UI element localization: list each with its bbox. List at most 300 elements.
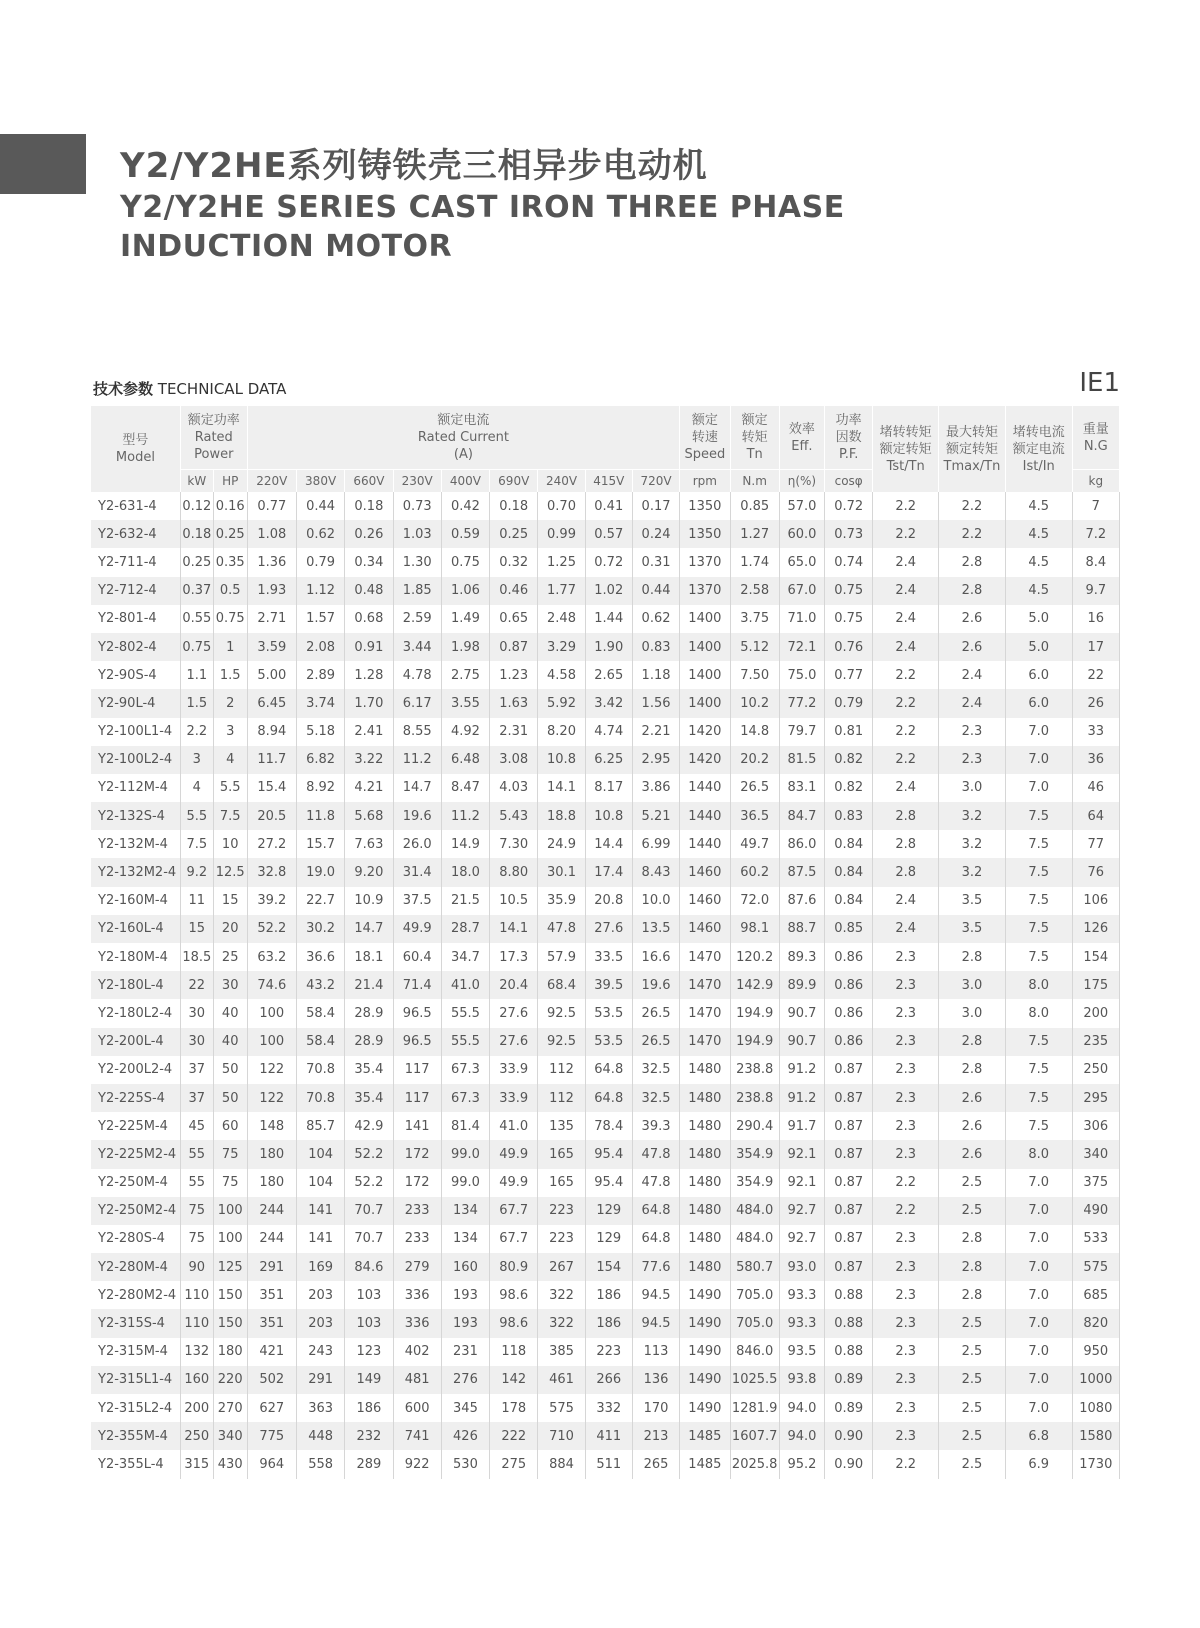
value-cell: 2.4: [873, 577, 939, 605]
value-cell: 96.5: [393, 999, 441, 1027]
value-cell: 0.83: [825, 802, 873, 830]
value-cell: 5.12: [730, 633, 779, 661]
value-cell: 1480: [680, 1140, 730, 1168]
value-cell: 0.62: [296, 520, 344, 548]
value-cell: 340: [213, 1422, 247, 1450]
value-cell: 1.56: [632, 689, 679, 717]
value-cell: 71.4: [393, 971, 441, 999]
value-cell: 0.75: [180, 633, 213, 661]
value-cell: 60.2: [730, 858, 779, 886]
value-cell: 1.5: [213, 661, 247, 689]
value-cell: 22: [1072, 661, 1119, 689]
value-cell: 2.8: [939, 1253, 1006, 1281]
value-cell: 194.9: [730, 1028, 779, 1056]
value-cell: 16.6: [632, 943, 679, 971]
value-cell: 1025.5: [730, 1366, 779, 1394]
value-cell: 110: [180, 1281, 213, 1309]
unit-380v: 380V: [296, 470, 344, 493]
value-cell: 91.2: [779, 1084, 824, 1112]
value-cell: 2.5: [939, 1169, 1006, 1197]
value-cell: 64.8: [632, 1197, 679, 1225]
value-cell: 8.94: [247, 718, 296, 746]
value-cell: 93.5: [779, 1338, 824, 1366]
value-cell: 2.2: [873, 1169, 939, 1197]
value-cell: 84.7: [779, 802, 824, 830]
value-cell: 7.0: [1005, 1197, 1072, 1225]
model-cell: Y2-200L2-4: [91, 1056, 180, 1084]
value-cell: 7.5: [1005, 858, 1072, 886]
section-label-en: TECHNICAL DATA: [157, 380, 287, 398]
table-row: [91, 887, 1120, 915]
table-row: [91, 1366, 1120, 1394]
value-cell: 8.43: [632, 858, 679, 886]
value-cell: 47.8: [632, 1140, 679, 1168]
value-cell: 5.21: [632, 802, 679, 830]
table-row: [91, 548, 1120, 576]
unit-eta: η(%): [779, 470, 824, 493]
unit-hp: HP: [213, 470, 247, 493]
value-cell: 7.0: [1005, 746, 1072, 774]
unit-kg: kg: [1072, 470, 1119, 493]
value-cell: 93.8: [779, 1366, 824, 1394]
value-cell: 2.8: [939, 1225, 1006, 1253]
value-cell: 7.5: [1005, 1028, 1072, 1056]
value-cell: 3.5: [939, 887, 1006, 915]
table-row: [91, 633, 1120, 661]
value-cell: 0.16: [213, 492, 247, 520]
value-cell: 129: [585, 1197, 632, 1225]
value-cell: 2.41: [345, 718, 393, 746]
value-cell: 0.82: [825, 774, 873, 802]
value-cell: 1.77: [538, 577, 585, 605]
value-cell: 7.5: [1005, 915, 1072, 943]
value-cell: 175: [1072, 971, 1119, 999]
value-cell: 77.6: [632, 1253, 679, 1281]
model-cell: Y2-280S-4: [91, 1225, 180, 1253]
value-cell: 0.84: [825, 858, 873, 886]
value-cell: 122: [247, 1084, 296, 1112]
value-cell: 57.0: [779, 492, 824, 520]
table-row: [91, 943, 1120, 971]
value-cell: 65.0: [779, 548, 824, 576]
value-cell: 291: [247, 1253, 296, 1281]
value-cell: 6.48: [441, 746, 489, 774]
value-cell: 7.30: [490, 830, 538, 858]
value-cell: 72.0: [730, 887, 779, 915]
value-cell: 1470: [680, 943, 730, 971]
value-cell: 1370: [680, 577, 730, 605]
value-cell: 180: [247, 1169, 296, 1197]
value-cell: 0.12: [180, 492, 213, 520]
value-cell: 70.7: [345, 1197, 393, 1225]
value-cell: 1.06: [441, 577, 489, 605]
value-cell: 58.4: [296, 1028, 344, 1056]
value-cell: 37.5: [393, 887, 441, 915]
value-cell: 35.4: [345, 1056, 393, 1084]
value-cell: 3: [180, 746, 213, 774]
value-cell: 266: [585, 1366, 632, 1394]
value-cell: 289: [345, 1450, 393, 1478]
value-cell: 93.0: [779, 1253, 824, 1281]
value-cell: 8.0: [1005, 999, 1072, 1027]
value-cell: 55.5: [441, 999, 489, 1027]
value-cell: 0.86: [825, 1028, 873, 1056]
value-cell: 0.81: [825, 718, 873, 746]
value-cell: 0.86: [825, 943, 873, 971]
model-cell: Y2-801-4: [91, 605, 180, 633]
value-cell: 1470: [680, 1028, 730, 1056]
value-cell: 17.4: [585, 858, 632, 886]
value-cell: 92.5: [538, 999, 585, 1027]
value-cell: 134: [441, 1225, 489, 1253]
value-cell: 39.3: [632, 1112, 679, 1140]
value-cell: 2.3: [873, 971, 939, 999]
value-cell: 60.0: [779, 520, 824, 548]
value-cell: 68.4: [538, 971, 585, 999]
value-cell: 2.3: [873, 1338, 939, 1366]
value-cell: 1480: [680, 1197, 730, 1225]
value-cell: 363: [296, 1394, 344, 1422]
value-cell: 243: [296, 1338, 344, 1366]
value-cell: 200: [1072, 999, 1119, 1027]
value-cell: 22: [180, 971, 213, 999]
value-cell: 117: [393, 1056, 441, 1084]
page-title-cn: Y2/Y2HE系列铸铁壳三相异步电动机: [120, 146, 708, 186]
table-row: [91, 520, 1120, 548]
value-cell: 186: [585, 1281, 632, 1309]
value-cell: 2.4: [873, 548, 939, 576]
value-cell: 37: [180, 1084, 213, 1112]
value-cell: 35.4: [345, 1084, 393, 1112]
value-cell: 10.5: [490, 887, 538, 915]
value-cell: 2.5: [939, 1450, 1006, 1478]
value-cell: 106: [1072, 887, 1119, 915]
value-cell: 1.90: [585, 633, 632, 661]
value-cell: 64.8: [585, 1056, 632, 1084]
value-cell: 4.78: [393, 661, 441, 689]
value-cell: 0.26: [345, 520, 393, 548]
value-cell: 1480: [680, 1056, 730, 1084]
value-cell: 43.2: [296, 971, 344, 999]
value-cell: 426: [441, 1422, 489, 1450]
value-cell: 0.89: [825, 1366, 873, 1394]
value-cell: 8.20: [538, 718, 585, 746]
value-cell: 136: [632, 1366, 679, 1394]
value-cell: 0.35: [213, 548, 247, 576]
value-cell: 67.7: [490, 1197, 538, 1225]
value-cell: 490: [1072, 1197, 1119, 1225]
table-row: [91, 1394, 1120, 1422]
value-cell: 41.0: [441, 971, 489, 999]
value-cell: 94.5: [632, 1281, 679, 1309]
value-cell: 122: [247, 1056, 296, 1084]
value-cell: 2.75: [441, 661, 489, 689]
value-cell: 12.5: [213, 858, 247, 886]
value-cell: 2.21: [632, 718, 679, 746]
header-power-factor: 功率 因数 P.F.: [825, 406, 873, 470]
value-cell: 2.4: [873, 774, 939, 802]
value-cell: 2.8: [939, 943, 1006, 971]
value-cell: 0.90: [825, 1422, 873, 1450]
value-cell: 94.5: [632, 1309, 679, 1337]
value-cell: 4.5: [1005, 520, 1072, 548]
value-cell: 710: [538, 1422, 585, 1450]
value-cell: 4.21: [345, 774, 393, 802]
value-cell: 0.25: [180, 548, 213, 576]
value-cell: 78.4: [585, 1112, 632, 1140]
value-cell: 16: [1072, 605, 1119, 633]
value-cell: 2.2: [180, 718, 213, 746]
model-cell: Y2-355M-4: [91, 1422, 180, 1450]
value-cell: 132: [180, 1338, 213, 1366]
value-cell: 375: [1072, 1169, 1119, 1197]
table-row: [91, 577, 1120, 605]
value-cell: 0.48: [345, 577, 393, 605]
value-cell: 1.12: [296, 577, 344, 605]
table-row: [91, 1197, 1120, 1225]
value-cell: 336: [393, 1309, 441, 1337]
page-title-en: [120, 188, 845, 266]
model-cell: Y2-225M-4: [91, 1112, 180, 1140]
value-cell: 0.68: [345, 605, 393, 633]
value-cell: 1420: [680, 718, 730, 746]
value-cell: 75: [213, 1169, 247, 1197]
value-cell: 275: [490, 1450, 538, 1478]
value-cell: 55.5: [441, 1028, 489, 1056]
value-cell: 1420: [680, 746, 730, 774]
value-cell: 2.8: [939, 1028, 1006, 1056]
model-cell: Y2-315S-4: [91, 1309, 180, 1337]
value-cell: 213: [632, 1422, 679, 1450]
value-cell: 1.98: [441, 633, 489, 661]
value-cell: 49.7: [730, 830, 779, 858]
value-cell: 2.3: [873, 1225, 939, 1253]
value-cell: 99.0: [441, 1169, 489, 1197]
value-cell: 8.4: [1072, 548, 1119, 576]
table-row: [91, 1281, 1120, 1309]
value-cell: 203: [296, 1281, 344, 1309]
value-cell: 6.45: [247, 689, 296, 717]
value-cell: 2.8: [939, 548, 1006, 576]
value-cell: 0.79: [296, 548, 344, 576]
value-cell: 53.5: [585, 999, 632, 1027]
value-cell: 231: [441, 1338, 489, 1366]
value-cell: 1460: [680, 858, 730, 886]
value-cell: 141: [393, 1112, 441, 1140]
table-row: [91, 915, 1120, 943]
model-cell: Y2-711-4: [91, 548, 180, 576]
model-cell: Y2-132M-4: [91, 830, 180, 858]
value-cell: 70.8: [296, 1084, 344, 1112]
value-cell: 92.5: [538, 1028, 585, 1056]
value-cell: 26.5: [632, 1028, 679, 1056]
value-cell: 3.59: [247, 633, 296, 661]
value-cell: 0.74: [825, 548, 873, 576]
value-cell: 0.79: [825, 689, 873, 717]
value-cell: 1470: [680, 971, 730, 999]
value-cell: 5.5: [180, 802, 213, 830]
value-cell: 421: [247, 1338, 296, 1366]
value-cell: 58.4: [296, 999, 344, 1027]
value-cell: 7.63: [345, 830, 393, 858]
value-cell: 19.6: [632, 971, 679, 999]
value-cell: 103: [345, 1281, 393, 1309]
value-cell: 72.1: [779, 633, 824, 661]
table-row: [91, 1056, 1120, 1084]
unit-400v: 400V: [441, 470, 489, 493]
value-cell: 88.7: [779, 915, 824, 943]
value-cell: 67.7: [490, 1225, 538, 1253]
value-cell: 36: [1072, 746, 1119, 774]
model-cell: Y2-90L-4: [91, 689, 180, 717]
value-cell: 0.72: [585, 548, 632, 576]
value-cell: 10.8: [538, 746, 585, 774]
value-cell: 64.8: [585, 1084, 632, 1112]
value-cell: 20.2: [730, 746, 779, 774]
value-cell: 45: [180, 1112, 213, 1140]
value-cell: 0.84: [825, 830, 873, 858]
value-cell: 9.2: [180, 858, 213, 886]
value-cell: 222: [490, 1422, 538, 1450]
value-cell: 7: [1072, 492, 1119, 520]
value-cell: 6.99: [632, 830, 679, 858]
value-cell: 3.74: [296, 689, 344, 717]
value-cell: 295: [1072, 1084, 1119, 1112]
value-cell: 178: [490, 1394, 538, 1422]
unit-415v: 415V: [585, 470, 632, 493]
value-cell: 1.57: [296, 605, 344, 633]
value-cell: 49.9: [490, 1169, 538, 1197]
value-cell: 1400: [680, 661, 730, 689]
value-cell: 2.5: [939, 1197, 1006, 1225]
value-cell: 0.75: [825, 605, 873, 633]
value-cell: 19.6: [393, 802, 441, 830]
value-cell: 46: [1072, 774, 1119, 802]
value-cell: 28.9: [345, 999, 393, 1027]
section-label: [93, 378, 286, 399]
table-row: [91, 1028, 1120, 1056]
value-cell: 2.5: [939, 1366, 1006, 1394]
value-cell: 84.6: [345, 1253, 393, 1281]
value-cell: 2.4: [939, 689, 1006, 717]
value-cell: 223: [538, 1197, 585, 1225]
value-cell: 1440: [680, 802, 730, 830]
value-cell: 2.3: [873, 1084, 939, 1112]
header-rated-current: 额定电流 Rated Current (A): [247, 406, 680, 470]
value-cell: 2.3: [873, 1140, 939, 1168]
value-cell: 67.3: [441, 1084, 489, 1112]
value-cell: 52.2: [345, 1140, 393, 1168]
value-cell: 47.8: [632, 1169, 679, 1197]
value-cell: 1460: [680, 915, 730, 943]
value-cell: 4.5: [1005, 577, 1072, 605]
value-cell: 3.08: [490, 746, 538, 774]
header-tmax-tn: 最大转矩 额定转矩 Tmax/Tn: [939, 406, 1006, 492]
table-row: [91, 1140, 1120, 1168]
value-cell: 502: [247, 1366, 296, 1394]
value-cell: 4: [180, 774, 213, 802]
unit-220v: 220V: [247, 470, 296, 493]
model-cell: Y2-100L1-4: [91, 718, 180, 746]
value-cell: 2.8: [873, 830, 939, 858]
value-cell: 4.92: [441, 718, 489, 746]
value-cell: 95.4: [585, 1140, 632, 1168]
value-cell: 10.2: [730, 689, 779, 717]
value-cell: 99.0: [441, 1140, 489, 1168]
value-cell: 0.70: [538, 492, 585, 520]
value-cell: 2.5: [939, 1394, 1006, 1422]
value-cell: 94.0: [779, 1394, 824, 1422]
value-cell: 1.23: [490, 661, 538, 689]
value-cell: 4: [213, 746, 247, 774]
value-cell: 0.5: [213, 577, 247, 605]
value-cell: 8.47: [441, 774, 489, 802]
value-cell: 0.73: [393, 492, 441, 520]
table-row: [91, 1112, 1120, 1140]
value-cell: 6.17: [393, 689, 441, 717]
value-cell: 290.4: [730, 1112, 779, 1140]
value-cell: 36.6: [296, 943, 344, 971]
value-cell: 7.0: [1005, 1309, 1072, 1337]
value-cell: 9.7: [1072, 577, 1119, 605]
value-cell: 77.2: [779, 689, 824, 717]
value-cell: 2.2: [939, 520, 1006, 548]
value-cell: 8.55: [393, 718, 441, 746]
value-cell: 11.2: [441, 802, 489, 830]
value-cell: 238.8: [730, 1056, 779, 1084]
value-cell: 4.03: [490, 774, 538, 802]
value-cell: 80.9: [490, 1253, 538, 1281]
value-cell: 165: [538, 1140, 585, 1168]
value-cell: 112: [538, 1056, 585, 1084]
title-en-line1: Y2/Y2HE SERIES CAST IRON THREE PHASE: [120, 190, 845, 225]
value-cell: 884: [538, 1450, 585, 1478]
value-cell: 170: [632, 1394, 679, 1422]
table-row: [91, 492, 1120, 520]
table-row: [91, 1450, 1120, 1478]
value-cell: 90: [180, 1253, 213, 1281]
value-cell: 7.2: [1072, 520, 1119, 548]
value-cell: 1.02: [585, 577, 632, 605]
value-cell: 0.31: [632, 548, 679, 576]
value-cell: 90.7: [779, 999, 824, 1027]
value-cell: 0.62: [632, 605, 679, 633]
value-cell: 1.18: [632, 661, 679, 689]
value-cell: 2.3: [873, 999, 939, 1027]
value-cell: 3.29: [538, 633, 585, 661]
value-cell: 18.0: [441, 858, 489, 886]
value-cell: 0.88: [825, 1281, 873, 1309]
value-cell: 14.7: [393, 774, 441, 802]
value-cell: 27.6: [490, 999, 538, 1027]
value-cell: 0.25: [490, 520, 538, 548]
value-cell: 135: [538, 1112, 585, 1140]
value-cell: 2.8: [939, 577, 1006, 605]
value-cell: 112: [538, 1084, 585, 1112]
value-cell: 8.92: [296, 774, 344, 802]
value-cell: 0.88: [825, 1309, 873, 1337]
table-row: [91, 1084, 1120, 1112]
value-cell: 15.7: [296, 830, 344, 858]
value-cell: 430: [213, 1450, 247, 1478]
value-cell: 11.7: [247, 746, 296, 774]
unit-cosphi: cosφ: [825, 470, 873, 493]
value-cell: 1440: [680, 774, 730, 802]
value-cell: 1370: [680, 548, 730, 576]
value-cell: 15.4: [247, 774, 296, 802]
value-cell: 11.8: [296, 802, 344, 830]
value-cell: 1.36: [247, 548, 296, 576]
